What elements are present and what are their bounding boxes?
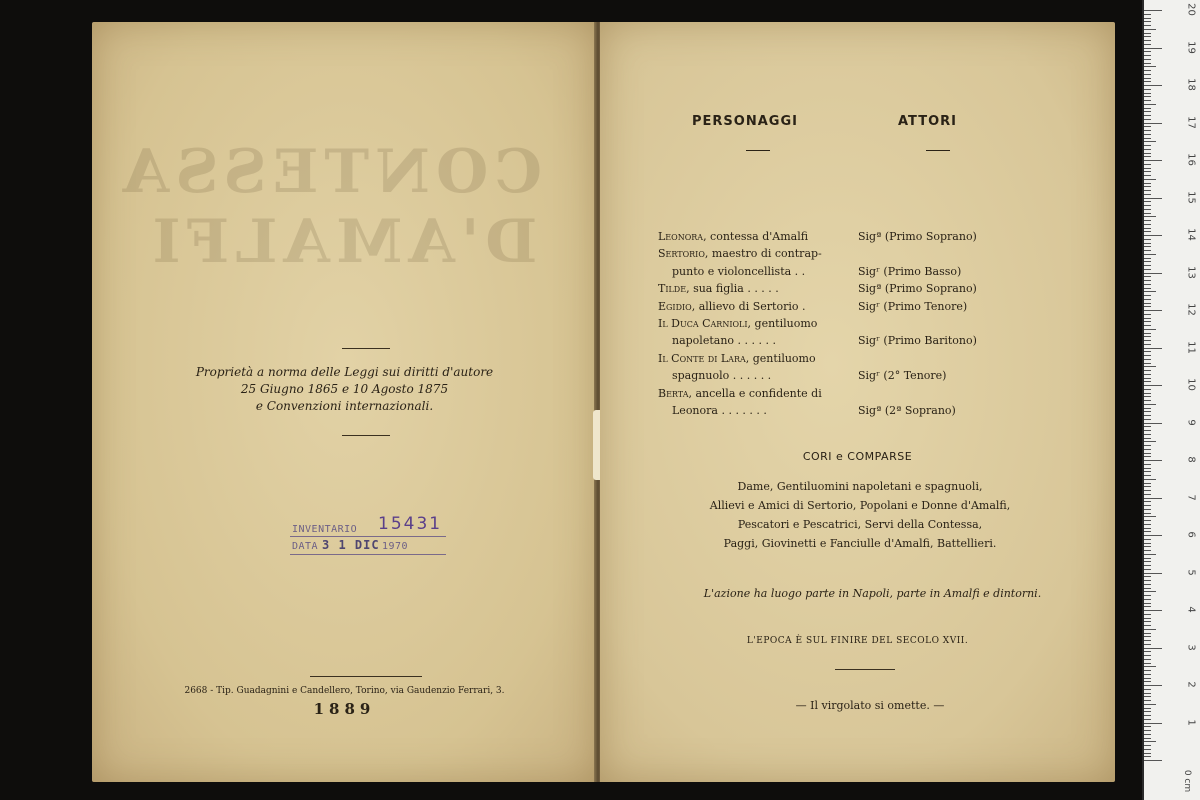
ruler-tick bbox=[1144, 756, 1151, 757]
cast-row bbox=[658, 332, 977, 349]
ruler-tick bbox=[1144, 636, 1151, 637]
ruler-tick bbox=[1144, 678, 1151, 679]
ruler-tick bbox=[1144, 591, 1156, 592]
ruler-tick bbox=[1144, 674, 1151, 675]
ruler-tick bbox=[1144, 306, 1151, 307]
cast-row bbox=[658, 228, 977, 245]
ruler-tick bbox=[1144, 351, 1151, 352]
ruler-tick bbox=[1144, 696, 1151, 697]
ruler-tick bbox=[1144, 108, 1151, 109]
ruler-unit: 0 cm bbox=[1181, 769, 1192, 793]
ruler-number: 11 bbox=[1185, 340, 1197, 354]
ruler-tick bbox=[1144, 651, 1151, 652]
ruler-tick bbox=[1144, 160, 1162, 161]
ruler-tick bbox=[1144, 194, 1151, 195]
divider bbox=[342, 435, 390, 436]
ruler-tick bbox=[1144, 231, 1151, 232]
ruler-tick bbox=[1144, 228, 1151, 229]
copyright-line: e Convenzioni internazionali. bbox=[255, 399, 434, 413]
ruler-tick bbox=[1144, 145, 1151, 146]
cast-row bbox=[658, 350, 977, 367]
ruler-tick bbox=[1144, 44, 1151, 45]
ruler-tick bbox=[1144, 543, 1151, 544]
ruler-tick bbox=[1144, 239, 1151, 240]
ruler-tick bbox=[1144, 336, 1151, 337]
ruler-tick bbox=[1144, 258, 1151, 259]
ruler-tick bbox=[1144, 175, 1151, 176]
ruler-number: 20 bbox=[1185, 3, 1197, 16]
cori-line: Allievi e Amici di Sertorio, Popolani e Donne d'Amalfi, bbox=[709, 499, 1011, 512]
ruler-tick bbox=[1144, 96, 1151, 97]
ruler-tick bbox=[1144, 404, 1156, 405]
data-year: 1970 bbox=[382, 541, 409, 552]
ruler-tick bbox=[1144, 21, 1151, 22]
ruler-tick bbox=[1144, 625, 1151, 626]
ruler-tick bbox=[1144, 78, 1151, 79]
ruler-tick bbox=[1144, 246, 1151, 247]
ruler-tick bbox=[1144, 111, 1151, 112]
ruler-tick bbox=[1144, 753, 1151, 754]
ruler-tick bbox=[1144, 535, 1162, 536]
ruler-tick bbox=[1144, 318, 1151, 319]
ruler-number: 7 bbox=[1185, 493, 1197, 501]
ruler-tick bbox=[1144, 119, 1151, 120]
ruler-tick bbox=[1144, 104, 1156, 105]
ruler-tick bbox=[1144, 51, 1151, 52]
ruler-tick bbox=[1144, 550, 1151, 551]
actor-cell bbox=[858, 350, 977, 367]
ruler-tick bbox=[1144, 123, 1162, 124]
measuring-ruler bbox=[1142, 0, 1200, 800]
ruler-tick bbox=[1144, 490, 1151, 491]
ruler-tick bbox=[1144, 430, 1151, 431]
ruler-tick bbox=[1144, 648, 1162, 649]
ruler-tick bbox=[1144, 423, 1162, 424]
ruler-tick bbox=[1144, 370, 1151, 371]
ruler-number: 10 bbox=[1185, 378, 1197, 391]
header-dash bbox=[926, 150, 950, 151]
ruler-tick bbox=[1144, 55, 1151, 56]
ruler-tick bbox=[1144, 366, 1156, 367]
ruler-tick bbox=[1144, 149, 1151, 150]
header-dash bbox=[746, 150, 770, 151]
cori-line: Pescatori e Pescatrici, Servi della Contessa, bbox=[737, 518, 983, 531]
cast-list bbox=[658, 228, 977, 419]
ruler-tick bbox=[1144, 715, 1151, 716]
ruler-tick bbox=[1144, 685, 1162, 686]
ruler-tick bbox=[1144, 359, 1151, 360]
ruler-tick bbox=[1144, 434, 1151, 435]
ruler-tick bbox=[1144, 494, 1151, 495]
ruler-tick bbox=[1144, 546, 1151, 547]
stamp-line bbox=[290, 536, 446, 537]
ruler-tick bbox=[1144, 156, 1151, 157]
actor-cell bbox=[858, 385, 977, 402]
ruler-tick bbox=[1144, 738, 1151, 739]
ruler-number: 17 bbox=[1185, 115, 1197, 129]
header-attori: ATTORI bbox=[898, 114, 957, 129]
ruler-tick bbox=[1144, 468, 1151, 469]
ruler-tick bbox=[1144, 681, 1151, 682]
ruler-tick bbox=[1144, 89, 1151, 90]
ruler-tick bbox=[1144, 303, 1151, 304]
bleed-through-title: CONTESSA D'AMALFI bbox=[116, 137, 542, 277]
inventory-stamp bbox=[290, 516, 448, 558]
ruler-tick bbox=[1144, 741, 1156, 742]
ruler-tick bbox=[1144, 644, 1151, 645]
cast-row bbox=[658, 315, 977, 332]
ruler-tick bbox=[1144, 524, 1151, 525]
ruler-tick bbox=[1144, 539, 1151, 540]
copyright-line: 25 Giugno 1865 e 10 Agosto 1875 bbox=[240, 382, 449, 396]
ruler-tick bbox=[1144, 528, 1151, 529]
ruler-tick bbox=[1144, 363, 1151, 364]
actor-cell: Sigª (2ª Soprano) bbox=[858, 404, 956, 418]
ruler-tick bbox=[1144, 291, 1156, 292]
ruler-tick bbox=[1144, 449, 1151, 450]
ruler-number: 1 bbox=[1185, 718, 1197, 726]
right-page bbox=[600, 22, 1115, 782]
ruler-tick bbox=[1144, 314, 1151, 315]
ruler-tick bbox=[1144, 93, 1151, 94]
ruler-tick bbox=[1144, 531, 1151, 532]
ruler-tick bbox=[1144, 393, 1151, 394]
ruler-tick bbox=[1144, 576, 1151, 577]
ruler-tick bbox=[1144, 400, 1151, 401]
actor-cell: Sigʳ (Primo Basso) bbox=[858, 264, 962, 278]
ruler-tick bbox=[1144, 419, 1151, 420]
actor-cell: Sigʳ (2° Tenore) bbox=[858, 369, 947, 383]
ruler-number: 16 bbox=[1185, 153, 1197, 166]
role-cell: Il Conte di Lara, gentiluomo bbox=[658, 351, 816, 365]
ruler-tick bbox=[1144, 36, 1151, 37]
ruler-tick bbox=[1144, 355, 1151, 356]
ruler-tick bbox=[1144, 726, 1151, 727]
ruler-tick bbox=[1144, 618, 1151, 619]
ruler-tick bbox=[1144, 513, 1151, 514]
ruler-tick bbox=[1144, 745, 1151, 746]
role-cell: Egidio, allievo di Sertorio . bbox=[658, 299, 806, 313]
inventario-number: 15431 bbox=[378, 514, 443, 534]
ruler-tick bbox=[1144, 310, 1162, 311]
divider bbox=[342, 348, 390, 349]
ruler-tick bbox=[1144, 138, 1151, 139]
role-cell: Il Duca Carnioli, gentiluomo bbox=[658, 317, 818, 331]
ruler-tick bbox=[1144, 711, 1151, 712]
cast-row bbox=[658, 367, 977, 384]
role-cell: Leonora . . . . . . . bbox=[672, 404, 767, 418]
ruler-tick bbox=[1144, 325, 1151, 326]
ruler-tick bbox=[1144, 288, 1151, 289]
ruler-tick bbox=[1144, 554, 1156, 555]
ruler-tick bbox=[1144, 520, 1151, 521]
ruler-tick bbox=[1144, 708, 1151, 709]
ruler-tick bbox=[1144, 438, 1151, 439]
cori-line: Paggi, Giovinetti e Fanciulle d'Amalfi, Battellieri. bbox=[723, 537, 997, 550]
ruler-tick bbox=[1144, 261, 1151, 262]
ruler-tick bbox=[1144, 201, 1151, 202]
ruler-tick bbox=[1144, 14, 1151, 15]
ruler-tick bbox=[1144, 29, 1156, 30]
ruler-tick bbox=[1144, 25, 1151, 26]
ruler-tick bbox=[1144, 63, 1151, 64]
copyright-line: Proprietà a norma delle Leggi sui diritti d'autore bbox=[195, 365, 494, 379]
publication-year: 1889 bbox=[313, 700, 376, 718]
ruler-tick bbox=[1144, 141, 1156, 142]
ruler-tick bbox=[1144, 198, 1162, 199]
cori-line: Dame, Gentiluomini napoletani e spagnuoli, bbox=[737, 480, 983, 493]
header-personaggi: PERSONAGGI bbox=[692, 114, 798, 129]
role-cell: punto e violoncellista . . bbox=[672, 264, 806, 278]
ruler-tick bbox=[1144, 629, 1156, 630]
cast-row bbox=[658, 402, 977, 419]
copyright-notice bbox=[132, 364, 557, 415]
ruler-tick bbox=[1144, 70, 1151, 71]
ruler-tick bbox=[1144, 74, 1151, 75]
ruler-tick bbox=[1144, 235, 1162, 236]
ruler-tick bbox=[1144, 48, 1162, 49]
inventario-label: INVENTARIO bbox=[292, 524, 358, 535]
ruler-tick bbox=[1144, 475, 1151, 476]
ruler-tick bbox=[1144, 130, 1151, 131]
ruler-tick bbox=[1144, 460, 1162, 461]
ruler-tick bbox=[1144, 614, 1151, 615]
stamp-line bbox=[290, 554, 446, 555]
ruler-tick bbox=[1144, 588, 1151, 589]
ruler-tick bbox=[1144, 584, 1151, 585]
ruler-tick bbox=[1144, 704, 1156, 705]
ruler-tick bbox=[1144, 464, 1151, 465]
ruler-tick bbox=[1144, 633, 1151, 634]
ruler-tick bbox=[1144, 659, 1151, 660]
ruler-tick bbox=[1144, 85, 1162, 86]
ruler-tick bbox=[1144, 344, 1151, 345]
ruler-tick bbox=[1144, 186, 1151, 187]
ruler-number: 3 bbox=[1185, 643, 1197, 651]
ruler-tick bbox=[1144, 59, 1151, 60]
ruler-number: 13 bbox=[1185, 265, 1197, 279]
ruler-tick bbox=[1144, 734, 1151, 735]
role-cell: Sertorio, maestro di contrap- bbox=[658, 247, 822, 261]
ruler-tick bbox=[1144, 483, 1151, 484]
ruler-tick bbox=[1144, 10, 1162, 11]
ruler-tick bbox=[1144, 33, 1151, 34]
ruler-tick bbox=[1144, 295, 1151, 296]
ruler-tick bbox=[1144, 273, 1162, 274]
ruler-tick bbox=[1144, 164, 1151, 165]
ruler-tick bbox=[1144, 569, 1151, 570]
ruler-tick bbox=[1144, 250, 1151, 251]
divider bbox=[310, 676, 422, 677]
cast-row bbox=[658, 245, 977, 262]
ruler-number: 18 bbox=[1185, 78, 1197, 91]
ruler-tick bbox=[1144, 486, 1151, 487]
ruler-tick bbox=[1144, 213, 1151, 214]
ruler-tick bbox=[1144, 561, 1151, 562]
ruler-tick bbox=[1144, 595, 1151, 596]
ruler-tick bbox=[1144, 153, 1151, 154]
cori-title: CORI e COMPARSE bbox=[802, 450, 913, 463]
ruler-number: 4 bbox=[1185, 606, 1197, 613]
ruler-tick bbox=[1144, 216, 1156, 217]
ruler-tick bbox=[1144, 378, 1151, 379]
ruler-tick bbox=[1144, 573, 1162, 574]
ruler-tick bbox=[1144, 415, 1151, 416]
ruler-tick bbox=[1144, 565, 1151, 566]
ruler-tick bbox=[1144, 81, 1151, 82]
ruler-tick bbox=[1144, 471, 1151, 472]
ruler-tick bbox=[1144, 100, 1151, 101]
role-cell: Tilde, sua figlia . . . . . bbox=[658, 282, 779, 296]
ruler-tick bbox=[1144, 749, 1151, 750]
actor-cell bbox=[858, 315, 977, 332]
setting-note: L'azione ha luogo parte in Napoli, parte in Amalfi e dintorni. bbox=[703, 587, 1042, 600]
ruler-tick bbox=[1144, 509, 1151, 510]
actor-cell: Sigª (Primo Soprano) bbox=[858, 230, 977, 243]
data-label: DATA bbox=[292, 541, 319, 552]
ruler-tick bbox=[1144, 333, 1151, 334]
ruler-tick bbox=[1144, 408, 1151, 409]
ruler-tick bbox=[1144, 445, 1151, 446]
ruler-tick bbox=[1144, 269, 1151, 270]
ruler-number: 9 bbox=[1185, 418, 1197, 426]
ruler-tick bbox=[1144, 348, 1162, 349]
ruler-tick bbox=[1144, 663, 1151, 664]
ruler-tick bbox=[1144, 340, 1151, 341]
cast-row bbox=[658, 385, 977, 402]
ruler-tick bbox=[1144, 171, 1151, 172]
actor-cell: Sigª (Primo Soprano) bbox=[858, 282, 977, 296]
role-cell: Leonora, contessa d'Amalfi bbox=[658, 230, 809, 243]
ruler-tick bbox=[1144, 299, 1151, 300]
divider bbox=[835, 669, 895, 670]
ruler-tick bbox=[1144, 284, 1151, 285]
ruler-tick bbox=[1144, 254, 1156, 255]
ruler-tick bbox=[1144, 441, 1156, 442]
ruler-tick bbox=[1144, 168, 1151, 169]
ruler-number: 5 bbox=[1185, 568, 1197, 576]
ruler-tick bbox=[1144, 558, 1151, 559]
ruler-tick bbox=[1144, 396, 1151, 397]
ruler-tick bbox=[1144, 190, 1151, 191]
ruler-number: 12 bbox=[1185, 303, 1197, 316]
actor-cell bbox=[858, 245, 977, 262]
ruler-number: 15 bbox=[1185, 190, 1197, 204]
ruler-tick bbox=[1144, 426, 1151, 427]
ruler-tick bbox=[1144, 621, 1151, 622]
cast-row bbox=[658, 298, 977, 315]
cori-list bbox=[600, 477, 1120, 553]
ruler-tick bbox=[1144, 374, 1151, 375]
ruler-tick bbox=[1144, 498, 1162, 499]
ruler-tick bbox=[1144, 670, 1151, 671]
ruler-tick bbox=[1144, 183, 1151, 184]
ruler-tick bbox=[1144, 381, 1151, 382]
ruler-tick bbox=[1144, 456, 1151, 457]
ruler-tick bbox=[1144, 209, 1151, 210]
ruler-tick bbox=[1144, 18, 1151, 19]
ruler-tick bbox=[1144, 655, 1151, 656]
ruler-tick bbox=[1144, 265, 1151, 266]
printer-imprint: 2668 - Tip. Guadagnini e Candellero, Torino, via Gaudenzio Ferrari, 3. bbox=[184, 686, 505, 696]
ruler-tick bbox=[1144, 411, 1151, 412]
ruler-tick bbox=[1144, 385, 1162, 386]
role-cell: spagnuolo . . . . . . bbox=[672, 369, 772, 383]
ruler-tick bbox=[1144, 580, 1151, 581]
ruler-tick bbox=[1144, 205, 1151, 206]
cast-row bbox=[658, 263, 977, 280]
cast-row bbox=[658, 280, 977, 297]
ruler-tick bbox=[1144, 606, 1151, 607]
ruler-tick bbox=[1144, 179, 1156, 180]
ruler-number: 19 bbox=[1185, 40, 1197, 54]
ruler-number: 2 bbox=[1185, 681, 1197, 688]
data-value: 3 1 DIC bbox=[322, 538, 380, 552]
left-page bbox=[92, 22, 597, 782]
ruler-tick bbox=[1144, 689, 1151, 690]
ruler-tick bbox=[1144, 501, 1151, 502]
ruler-number: 14 bbox=[1185, 228, 1197, 241]
ruler-tick bbox=[1144, 453, 1151, 454]
ruler-tick bbox=[1144, 599, 1151, 600]
ruler-tick bbox=[1144, 126, 1151, 127]
ruler-tick bbox=[1144, 280, 1151, 281]
epoch-note: L'EPOCA È SUL FINIRE DEL SECOLO XVII. bbox=[746, 636, 969, 646]
actor-cell: Sigʳ (Primo Tenore) bbox=[858, 299, 968, 313]
ruler-tick bbox=[1144, 321, 1151, 322]
ruler-tick bbox=[1144, 516, 1156, 517]
ruler-tick bbox=[1144, 134, 1151, 135]
ruler-tick bbox=[1144, 505, 1151, 506]
ruler-tick bbox=[1144, 66, 1156, 67]
ruler-tick bbox=[1144, 603, 1151, 604]
ruler-tick bbox=[1144, 719, 1151, 720]
role-cell: napoletano . . . . . . bbox=[672, 334, 776, 348]
ruler-tick bbox=[1144, 693, 1151, 694]
role-cell: Berta, ancella e confidente di bbox=[658, 386, 822, 400]
ruler-number: 8 bbox=[1185, 456, 1197, 463]
ruler-tick bbox=[1144, 115, 1151, 116]
ruler-tick bbox=[1144, 276, 1151, 277]
ruler-tick bbox=[1144, 329, 1156, 330]
virgolato-note: — Il virgolato si omette. — bbox=[795, 699, 945, 712]
ruler-tick bbox=[1144, 610, 1162, 611]
ruler-tick bbox=[1144, 730, 1151, 731]
ruler-tick bbox=[1144, 389, 1151, 390]
ruler-tick bbox=[1144, 666, 1156, 667]
ruler-tick bbox=[1144, 479, 1156, 480]
ruler-tick bbox=[1144, 640, 1151, 641]
ruler-tick bbox=[1144, 220, 1151, 221]
ruler-tick bbox=[1144, 243, 1151, 244]
ruler-tick bbox=[1144, 40, 1151, 41]
ruler-tick bbox=[1144, 224, 1151, 225]
ruler-tick bbox=[1144, 700, 1151, 701]
ruler-tick bbox=[1144, 760, 1162, 761]
ruler-number: 6 bbox=[1185, 531, 1197, 538]
actor-cell: Sigʳ (Primo Baritono) bbox=[858, 334, 977, 348]
ruler-tick bbox=[1144, 723, 1162, 724]
